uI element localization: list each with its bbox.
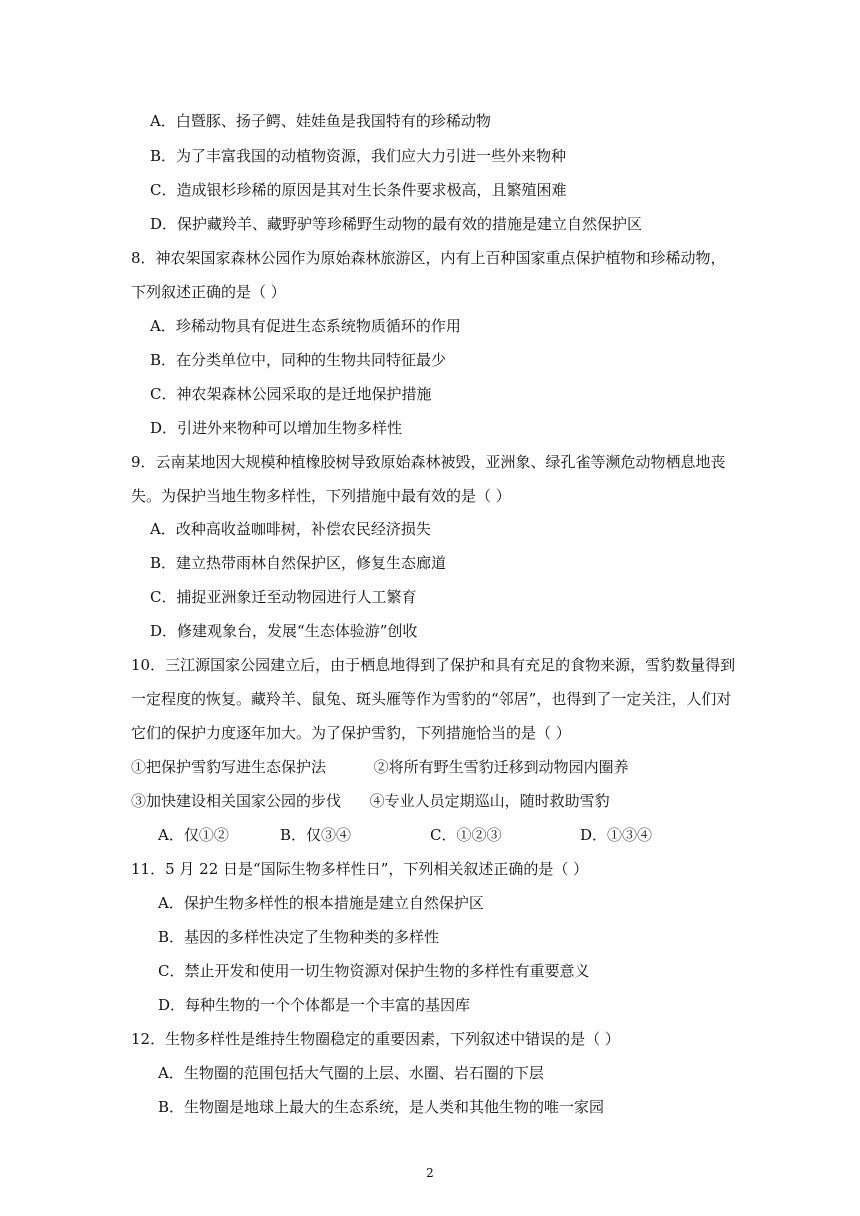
q8-stem-line1: 8．神农架国家森林公园作为原始森林旅游区，内有上百种国家重点保护植物和珍稀动物， [131, 249, 726, 267]
q7-option-c: C．造成银杉珍稀的原因是其对生长条件要求极高，且繁殖困难 [150, 181, 567, 199]
q7-option-b: B．为了丰富我国的动植物资源，我们应大力引进一些外来物种 [150, 147, 567, 165]
q11-option-c: C．禁止开发和使用一切生物资源对保护生物的多样性有重要意义 [158, 962, 590, 980]
q10-stem-line1: 10．三江源国家公园建立后，由于栖息地得到了保护和具有充足的食物来源，雪豹数量得到 [131, 656, 736, 674]
q11-option-a: A．保护生物多样性的根本措施是建立自然保护区 [158, 894, 484, 912]
q10-stem-line3: 它们的保护力度逐年加大。为了保护雪豹，下列措施恰当的是（ ） [131, 724, 571, 742]
q10-items-line2: ③加快建设相关国家公园的步伐 ④专业人员定期巡山，随时救助雪豹 [131, 792, 610, 810]
page-number: 2 [426, 1166, 434, 1180]
q11-option-d: D．每种生物的一个个体都是一个丰富的基因库 [158, 996, 471, 1014]
q10-items-line1: ①把保护雪豹写进生态保护法 ②将所有野生雪豹迁移到动物园内圈养 [131, 758, 629, 776]
q11-option-b: B．基因的多样性决定了生物种类的多样性 [158, 928, 440, 946]
q8-option-a: A．珍稀动物具有促进生态系统物质循环的作用 [150, 317, 461, 335]
q10-choice-b: B．仅③④ [280, 826, 352, 844]
q12-stem: 12．生物多样性是维持生物圈稳定的重要因素，下列叙述中错误的是（ ） [131, 1030, 620, 1048]
q12-option-b: B．生物圈是地球上最大的生态系统，是人类和其他生物的唯一家园 [158, 1098, 605, 1116]
q11-stem: 11．5 月 22 日是“国际生物多样性日”，下列相关叙述正确的是（ ） [131, 860, 589, 878]
q9-option-d: D．修建观象台，发展“生态体验游”创收 [150, 622, 418, 640]
q10-choice-d: D．①③④ [580, 826, 653, 844]
q10-stem-line2: 一定程度的恢复。藏羚羊、鼠兔、斑头雁等作为雪豹的“邻居”，也得到了一定关注，人们对 [131, 690, 732, 708]
q9-option-c: C．捕捉亚洲象迁至动物园进行人工繁育 [150, 588, 417, 606]
q9-option-a: A．改种高收益咖啡树，补偿农民经济损失 [150, 520, 431, 538]
q9-stem-line1: 9．云南某地因大规模种植橡胶树导致原始森林被毁，亚洲象、绿孔雀等濒危动物栖息地丧 [131, 453, 726, 471]
q7-option-d: D．保护藏羚羊、藏野驴等珍稀野生动物的最有效的措施是建立自然保护区 [150, 215, 643, 233]
q10-choice-c: C．①②③ [430, 826, 502, 844]
q12-option-a: A．生物圈的范围包括大气圈的上层、水圈、岩石圈的下层 [158, 1064, 544, 1082]
q9-option-b: B．建立热带雨林自然保护区，修复生态廊道 [150, 554, 447, 572]
q8-stem-line2: 下列叙述正确的是（ ） [131, 283, 286, 301]
q8-option-b: B．在分类单位中，同种的生物共同特征最少 [150, 351, 447, 369]
q7-option-a: A．白暨豚、扬子鳄、娃娃鱼是我国特有的珍稀动物 [150, 112, 491, 130]
q10-choice-a: A．仅①② [158, 826, 229, 844]
q8-option-d: D．引进外来物种可以增加生物多样性 [150, 419, 403, 437]
q8-option-c: C．神农架森林公园采取的是迁地保护措施 [150, 385, 432, 403]
q9-stem-line2: 失。为保护当地生物多样性，下列措施中最有效的是（ ） [131, 487, 511, 505]
